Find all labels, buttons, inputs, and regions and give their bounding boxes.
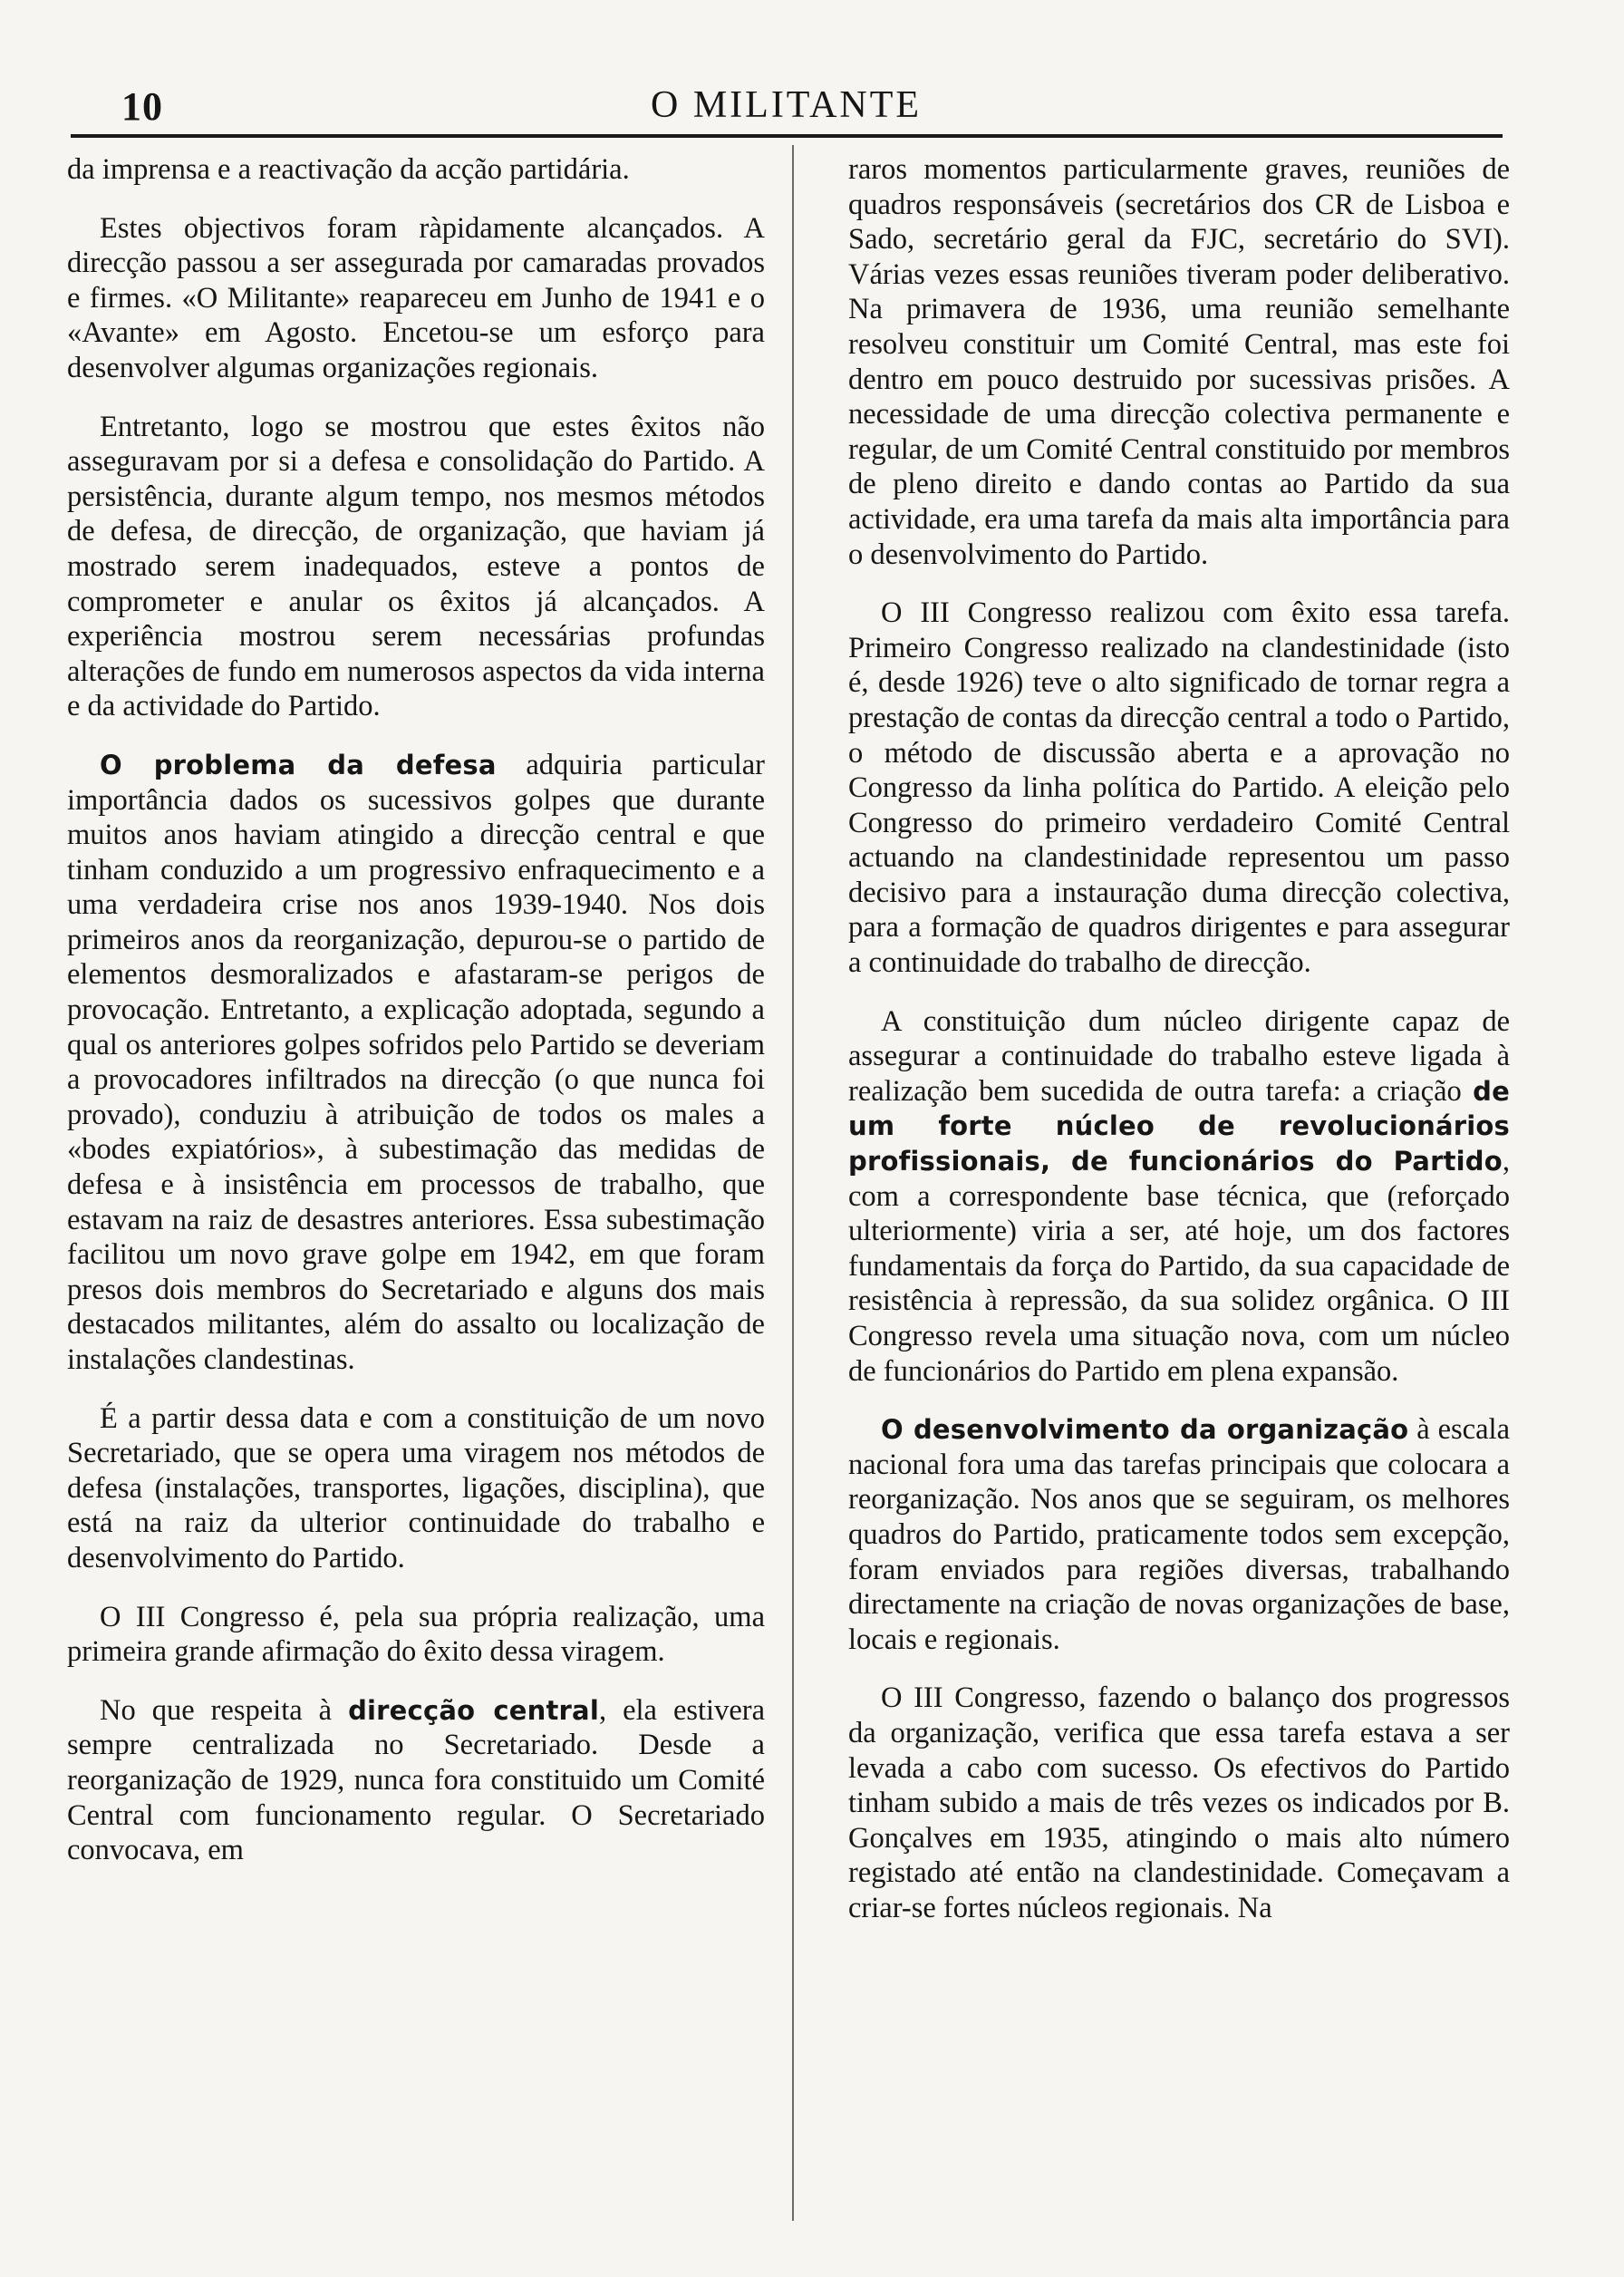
paragraph: [67, 1693, 765, 1868]
emphasis: O problema da defesa: [100, 749, 497, 780]
running-title: O MILITANTE: [651, 84, 923, 126]
paragraph: O III Congresso é, pela sua própria realização, uma primeira grande afirmação do êxito dessa viragem.: [67, 1600, 765, 1669]
page-number: 10: [121, 84, 163, 129]
paragraph: Estes objectivos foram ràpidamente alcançados. A direcção passou a ser assegurada por camaradas provados e firmes. «O Militante» reapareceu em Junho de 1941 e o «Avante» em Agosto. Encetou-se um esforço para desenvolver algumas organizações regionais.: [67, 211, 765, 384]
paragraph: [848, 1004, 1510, 1390]
paragraph-text: , ela estivera sempre centralizada no Secretariado. Desde a reorganização de 1929, nunca fora constituido um Comité Central com funcionamento regular. O Secretariado convocava, em: [67, 1693, 765, 1867]
paragraph: Entretanto, logo se mostrou que estes êxitos não asseguravam por si a defesa e consolidação do Partido. A persistência, durante algum tempo, nos mesmos métodos de defesa, de direcção, de organização, que haviam já mostrado serem inadequados, esteve a pontos de comprometer e anular os êxitos já alcançados. A experiência mostrou serem necessárias profundas alterações de fundo em numerosos aspectos da vida interna e da actividade do Partido.: [67, 410, 765, 723]
right-column: [848, 152, 1510, 1950]
header-rule: [71, 134, 1503, 138]
paragraph: [848, 1412, 1510, 1657]
paragraph: raros momentos particularmente graves, reuniões de quadros responsáveis (secretários dos CR de Lisboa e Sado, secretário geral da FJC, secretário do SVI). Várias vezes essas reuniões tiveram poder deliberativo. Na primavera de 1936, uma reunião semelhante resolveu constituir um Comité Central, mas este foi dentro em pouco destruido por sucessivas prisões. A necessidade de uma direcção colectiva permanente e regular, de um Comité Central constituido por membros de pleno direito e dando contas ao Partido da sua actividade, era uma tarefa da mais alta importância para o desenvolvimento do Partido.: [848, 153, 1510, 571]
emphasis: direcção central: [348, 1694, 599, 1726]
emphasis: O desenvolvimento da organização: [881, 1414, 1409, 1446]
paragraph: É a partir dessa data e com a constituição de um novo Secretariado, que se opera uma viragem nos métodos de defesa (instalações, transportes, ligações, disciplina), que está na raiz da ulterior continuidade do trabalho e desenvolvimento do Partido.: [67, 1401, 765, 1575]
paragraph: O III Congresso, fazendo o balanço dos progressos da organização, verifica que essa tarefa estava a ser levada a cabo com sucesso. Os efectivos do Partido tinham subido a mais de três vezes os indicados por B. Gonçalves em 1935, atingindo o mais alto número registado até então na clandestinidade. Começavam a criar-se fortes núcleos regionais. Na: [848, 1681, 1510, 1924]
left-column: [67, 152, 765, 1892]
paragraph: [67, 748, 765, 1378]
emphasis: de um forte núcleo de revolucionários profissionais, de funcionários do Partido: [848, 1075, 1510, 1177]
paragraph: O III Congresso realizou com êxito essa tarefa. Primeiro Congresso realizado na clandestinidade (isto é, desde 1926) teve o alto significado de tornar regra a prestação de contas da direcção central a todo o Partido, o método de discussão aberta e a aprovação no Congresso da linha política do Partido. A eleição pelo Congresso do primeiro verdadeiro Comité Central actuando na clandestinidade representou um passo decisivo para a instauração duma direcção colectiva, para a formação de quadros dirigentes e para assegurar a continuidade do trabalho de direcção.: [848, 596, 1510, 980]
column-divider: [792, 145, 794, 2221]
page-header: [71, 83, 1503, 138]
paragraph-text: No que respeita à: [100, 1693, 349, 1727]
paragraph-text: A constituição dum núcleo dirigente capaz de assegurar a continuidade do trabalho esteve ligada à realização bem sucedida de outra tarefa: a criação: [848, 1004, 1510, 1108]
paragraph: da imprensa e a reactivação da acção partidária.: [67, 153, 630, 186]
paragraph-text: à escala nacional fora uma das tarefas principais que colocara a reorganização. Nos anos que se seguiram, os melhores quadros do Partido, praticamente todos sem excepção, foram enviados para regiões diversas, trabalhando directamente na criação de novas organizações de base, locais e regionais.: [848, 1413, 1510, 1656]
paragraph-text: , com a correspondente base técnica, que (reforçado ulteriormente) viria a ser, até hoje, um dos factores fundamentais da força do Partido, da sua capacidade de resistência à repressão, da sua solidez orgânica. O III Congresso revela uma situação nova, com um núcleo de funcionários do Partido em plena expansão.: [848, 1145, 1510, 1388]
paragraph-text: adquiria particular importância dados os sucessivos golpes que durante muitos anos haviam atingido a direcção central e que tinham conduzido a um progressivo enfraquecimento e a uma verdadeira crise nos anos 1939-1940. Nos dois primeiros anos da reorganização, depurou-se o partido de elementos desmoralizados e afastaram-se perigos de provocação. Entretanto, a explicação adoptada, segundo a qual os anteriores golpes sofridos pelo Partido se deveriam a provocadores infiltrados na direcção (o que nunca foi provado), conduziu à atribuição de todos os males a «bodes expiatórios», à subestimação das medidas de defesa e à insistência em processos de trabalho, que estavam na raiz de desastres anteriores. Essa subestimação facilitou um novo grave golpe em 1942, em que foram presos dois membros do Secretariado e alguns dos mais destacados militantes, além do assalto ou localização de instalações clandestinas.: [67, 748, 766, 1376]
